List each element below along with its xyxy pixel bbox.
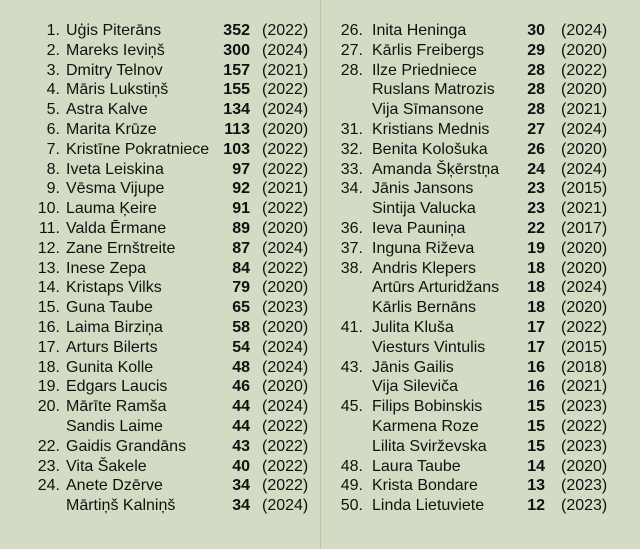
ranking-row — [321, 219, 640, 239]
rank-number: 17. — [37, 338, 60, 356]
person-name: Vija Sileviča — [372, 378, 458, 396]
year-value: (2023) — [561, 497, 608, 515]
rank-number: 24. — [37, 477, 60, 495]
person-name: Kristaps Vilks — [66, 279, 162, 297]
score-value: 28 — [527, 101, 545, 119]
rank-number: 37. — [340, 239, 363, 257]
rank-number: 6. — [46, 120, 60, 138]
score-value: 134 — [223, 101, 250, 119]
score-value: 92 — [232, 180, 250, 198]
score-value: 15 — [527, 398, 545, 416]
rank-number: 50. — [340, 497, 363, 515]
year-value: (2015) — [561, 180, 608, 198]
year-value: (2023) — [262, 299, 309, 317]
ranking-row — [0, 179, 320, 199]
person-name: Viesturs Vintulis — [372, 338, 486, 356]
person-name: Karmena Roze — [372, 417, 479, 435]
person-name: Kristīne Pokratniece — [66, 140, 210, 158]
rank-number: 11. — [38, 219, 60, 237]
person-name: Ruslans Matrozis — [372, 81, 495, 99]
rank-number: 32. — [340, 140, 363, 158]
person-name: Amanda Šķērstņa — [372, 160, 500, 178]
person-name: Inguna Riževa — [372, 239, 475, 257]
score-value: 44 — [232, 417, 250, 435]
ranking-row — [0, 61, 320, 81]
ranking-row — [321, 21, 640, 41]
person-name: Benita Kološuka — [372, 140, 488, 158]
score-value: 23 — [527, 200, 545, 218]
ranking-row — [0, 219, 320, 239]
year-value: (2022) — [262, 457, 309, 475]
score-value: 84 — [232, 259, 250, 277]
year-value: (2024) — [262, 497, 309, 515]
score-value: 300 — [223, 41, 250, 59]
ranking-row — [0, 100, 320, 120]
year-value: (2024) — [262, 338, 309, 356]
rank-number: 5. — [46, 101, 60, 119]
ranking-row — [0, 41, 320, 61]
ranking-row — [321, 437, 640, 457]
year-value: (2022) — [561, 417, 608, 435]
person-name: Jānis Jansons — [372, 180, 474, 198]
year-value: (2023) — [561, 398, 608, 416]
ranking-row — [321, 41, 640, 61]
rank-number: 4. — [46, 81, 60, 99]
person-name: Krista Bondare — [372, 477, 478, 495]
person-name: Linda Lietuviete — [372, 497, 485, 515]
ranking-row — [0, 338, 320, 358]
person-name: Kārlis Freibergs — [372, 41, 485, 59]
score-value: 19 — [527, 239, 545, 257]
person-name: Dmitry Telnov — [66, 61, 163, 79]
ranking-row — [321, 397, 640, 417]
rank-number: 38. — [340, 259, 363, 277]
rank-number: 28. — [340, 61, 363, 79]
person-name: Edgars Laucis — [66, 378, 168, 396]
score-value: 14 — [527, 457, 545, 475]
rank-number: 9. — [46, 180, 60, 198]
score-value: 28 — [527, 61, 545, 79]
score-value: 12 — [527, 497, 545, 515]
score-value: 48 — [232, 358, 250, 376]
ranking-row — [321, 140, 640, 160]
rank-number: 14. — [37, 279, 60, 297]
person-name: Artūrs Arturidžans — [372, 279, 500, 297]
person-name: Ilze Priedniece — [372, 61, 477, 79]
ranking-row — [321, 417, 640, 437]
person-name: Ieva Pauniņa — [372, 219, 466, 237]
person-name: Filips Bobinskis — [372, 398, 483, 416]
ranking-row — [0, 120, 320, 140]
score-value: 113 — [224, 120, 250, 138]
rank-number: 15. — [37, 299, 60, 317]
score-value: 28 — [527, 81, 545, 99]
person-name: Mārīte Ramša — [66, 398, 167, 416]
person-name: Vija Sīmansone — [372, 101, 484, 119]
person-name: Kārlis Bernāns — [372, 299, 477, 317]
ranking-row — [321, 179, 640, 199]
year-value: (2020) — [561, 81, 608, 99]
person-name: Sintija Valucka — [372, 200, 476, 218]
person-name: Zane Ernštreite — [66, 239, 176, 257]
rank-number: 20. — [37, 398, 60, 416]
score-value: 34 — [232, 497, 250, 515]
ranking-row — [321, 259, 640, 279]
ranking-row — [321, 120, 640, 140]
score-value: 89 — [232, 219, 250, 237]
rank-number: 23. — [37, 457, 60, 475]
year-value: (2022) — [561, 61, 608, 79]
year-value: (2020) — [262, 219, 309, 237]
score-value: 157 — [223, 61, 250, 79]
ranking-column-right — [321, 21, 640, 516]
score-value: 23 — [527, 180, 545, 198]
person-name: Laura Taube — [372, 457, 461, 475]
ranking-row — [321, 377, 640, 397]
year-value: (2022) — [262, 477, 309, 495]
year-value: (2020) — [262, 318, 309, 336]
year-value: (2020) — [561, 140, 608, 158]
year-value: (2022) — [262, 81, 309, 99]
year-value: (2024) — [262, 358, 309, 376]
ranking-row — [0, 476, 320, 496]
score-value: 43 — [232, 437, 250, 455]
person-name: Arturs Bilerts — [66, 338, 158, 356]
ranking-row — [0, 318, 320, 338]
score-value: 352 — [223, 22, 250, 39]
ranking-row — [0, 437, 320, 457]
rank-number: 49. — [340, 477, 363, 495]
year-value: (2022) — [262, 417, 309, 435]
person-name: Lilita Svirževska — [372, 437, 487, 455]
person-name: Gaidis Grandāns — [66, 437, 187, 455]
ranking-row — [0, 457, 320, 477]
rank-number: 31. — [340, 120, 363, 138]
year-value: (2021) — [561, 200, 608, 218]
rank-number: 8. — [46, 160, 60, 178]
year-value: (2024) — [561, 279, 608, 297]
person-name: Jānis Gailis — [372, 358, 454, 376]
score-value: 22 — [527, 219, 545, 237]
score-value: 27 — [527, 120, 545, 138]
score-value: 30 — [527, 22, 545, 39]
ranking-row — [0, 239, 320, 259]
score-value: 103 — [223, 140, 250, 158]
score-value: 40 — [232, 457, 250, 475]
year-value: (2015) — [561, 338, 608, 356]
score-value: 26 — [527, 140, 545, 158]
ranking-row — [321, 358, 640, 378]
person-name: Valda Ērmane — [66, 219, 167, 237]
rank-number: 45. — [340, 398, 363, 416]
rank-number: 43. — [340, 358, 363, 376]
year-value: (2024) — [262, 239, 309, 257]
score-value: 155 — [223, 81, 250, 99]
rank-number: 3. — [46, 61, 60, 79]
year-value: (2022) — [262, 140, 309, 158]
rank-number: 7. — [46, 140, 60, 158]
ranking-row — [0, 140, 320, 160]
ranking-row — [0, 259, 320, 279]
person-name: Sandis Laime — [66, 417, 163, 435]
person-name: Lauma Ķeire — [66, 200, 157, 218]
person-name: Guna Taube — [66, 299, 153, 317]
score-value: 17 — [527, 318, 545, 336]
ranking-row — [321, 160, 640, 180]
score-value: 91 — [232, 200, 250, 218]
ranking-row — [321, 318, 640, 338]
score-value: 79 — [232, 279, 250, 297]
ranking-row — [321, 338, 640, 358]
ranking-row — [0, 358, 320, 378]
score-value: 44 — [232, 398, 250, 416]
year-value: (2020) — [262, 120, 309, 138]
year-value: (2021) — [262, 180, 309, 198]
ranking-row — [321, 496, 640, 516]
year-value: (2021) — [561, 378, 608, 396]
person-name: Vita Šakele — [66, 457, 147, 475]
year-value: (2024) — [262, 41, 309, 59]
ranking-row — [0, 417, 320, 437]
score-value: 15 — [527, 417, 545, 435]
year-value: (2020) — [561, 239, 608, 257]
score-value: 16 — [527, 378, 545, 396]
person-name: Māris Lukstiņš — [66, 81, 169, 99]
ranking-row — [0, 21, 320, 41]
year-value: (2018) — [561, 358, 608, 376]
year-value: (2020) — [262, 378, 309, 396]
rank-number: 22. — [37, 437, 60, 455]
score-value: 54 — [232, 338, 250, 356]
ranking-row — [321, 80, 640, 100]
ranking-row — [321, 199, 640, 219]
rank-number: 10. — [37, 200, 60, 218]
person-name: Mareks Ieviņš — [66, 41, 165, 59]
year-value: (2021) — [561, 101, 608, 119]
ranking-row — [0, 160, 320, 180]
ranking-row — [0, 278, 320, 298]
year-value: (2022) — [262, 22, 309, 39]
rank-number: 34. — [340, 180, 363, 198]
year-value: (2022) — [262, 160, 309, 178]
rank-number: 19. — [37, 378, 60, 396]
year-value: (2020) — [561, 41, 608, 59]
year-value: (2020) — [262, 279, 309, 297]
person-name: Kristians Mednis — [372, 120, 490, 138]
person-name: Inita Heninga — [372, 22, 467, 39]
score-value: 65 — [232, 299, 250, 317]
ranking-row — [0, 80, 320, 100]
score-value: 34 — [232, 477, 250, 495]
rank-number: 27. — [340, 41, 363, 59]
rank-number: 16. — [37, 318, 60, 336]
score-value: 15 — [527, 437, 545, 455]
person-name: Inese Zepa — [66, 259, 147, 277]
rank-number: 48. — [340, 457, 363, 475]
year-value: (2022) — [262, 200, 309, 218]
person-name: Andris Klepers — [372, 259, 477, 277]
year-value: (2022) — [262, 437, 309, 455]
score-value: 17 — [527, 338, 545, 356]
rank-number: 2. — [46, 41, 60, 59]
year-value: (2020) — [561, 259, 608, 277]
ranking-row — [321, 298, 640, 318]
year-value: (2022) — [561, 318, 608, 336]
year-value: (2020) — [561, 299, 608, 317]
ranking-row — [321, 457, 640, 477]
person-name: Laima Birziņa — [66, 318, 163, 336]
rank-number: 26. — [340, 22, 363, 39]
score-value: 13 — [527, 477, 545, 495]
ranking-row — [0, 199, 320, 219]
ranking-row — [0, 377, 320, 397]
score-value: 97 — [232, 160, 250, 178]
person-name: Astra Kalve — [66, 101, 148, 119]
rank-number: 13. — [37, 259, 60, 277]
score-value: 18 — [527, 259, 545, 277]
ranking-row — [0, 496, 320, 516]
rank-number: 36. — [340, 219, 363, 237]
score-value: 18 — [527, 279, 545, 297]
rank-number: 1. — [46, 22, 60, 39]
year-value: (2023) — [561, 477, 608, 495]
ranking-row — [321, 278, 640, 298]
year-value: (2024) — [561, 120, 608, 138]
ranking-row — [321, 476, 640, 496]
person-name: Julita Kluša — [372, 318, 454, 336]
rank-number: 41. — [340, 318, 363, 336]
year-value: (2017) — [561, 219, 608, 237]
ranking-column-left — [0, 21, 320, 516]
person-name: Anete Dzērve — [66, 477, 163, 495]
ranking-row — [321, 100, 640, 120]
person-name: Uģis Piterāns — [66, 22, 162, 39]
year-value: (2022) — [262, 259, 309, 277]
score-value: 16 — [527, 358, 545, 376]
year-value: (2024) — [262, 398, 309, 416]
year-value: (2023) — [561, 437, 608, 455]
person-name: Gunita Kolle — [66, 358, 154, 376]
score-value: 29 — [527, 41, 545, 59]
year-value: (2021) — [262, 61, 309, 79]
rank-number: 18. — [37, 358, 60, 376]
year-value: (2024) — [561, 22, 608, 39]
year-value: (2020) — [561, 457, 608, 475]
person-name: Mārtiņš Kalniņš — [66, 497, 176, 515]
rank-number: 33. — [340, 160, 363, 178]
year-value: (2024) — [262, 101, 309, 119]
rank-number: 12. — [37, 239, 60, 257]
ranking-row — [0, 397, 320, 417]
score-value: 46 — [232, 378, 250, 396]
ranking-row — [0, 298, 320, 318]
score-value: 87 — [232, 239, 250, 257]
score-value: 18 — [527, 299, 545, 317]
score-value: 58 — [232, 318, 250, 336]
ranking-row — [321, 239, 640, 259]
person-name: Marita Krūze — [66, 120, 157, 138]
ranking-row — [321, 61, 640, 81]
score-value: 24 — [527, 160, 545, 178]
year-value: (2024) — [561, 160, 608, 178]
person-name: Vēsma Vijupe — [66, 180, 165, 198]
person-name: Iveta Leiskina — [66, 160, 164, 178]
